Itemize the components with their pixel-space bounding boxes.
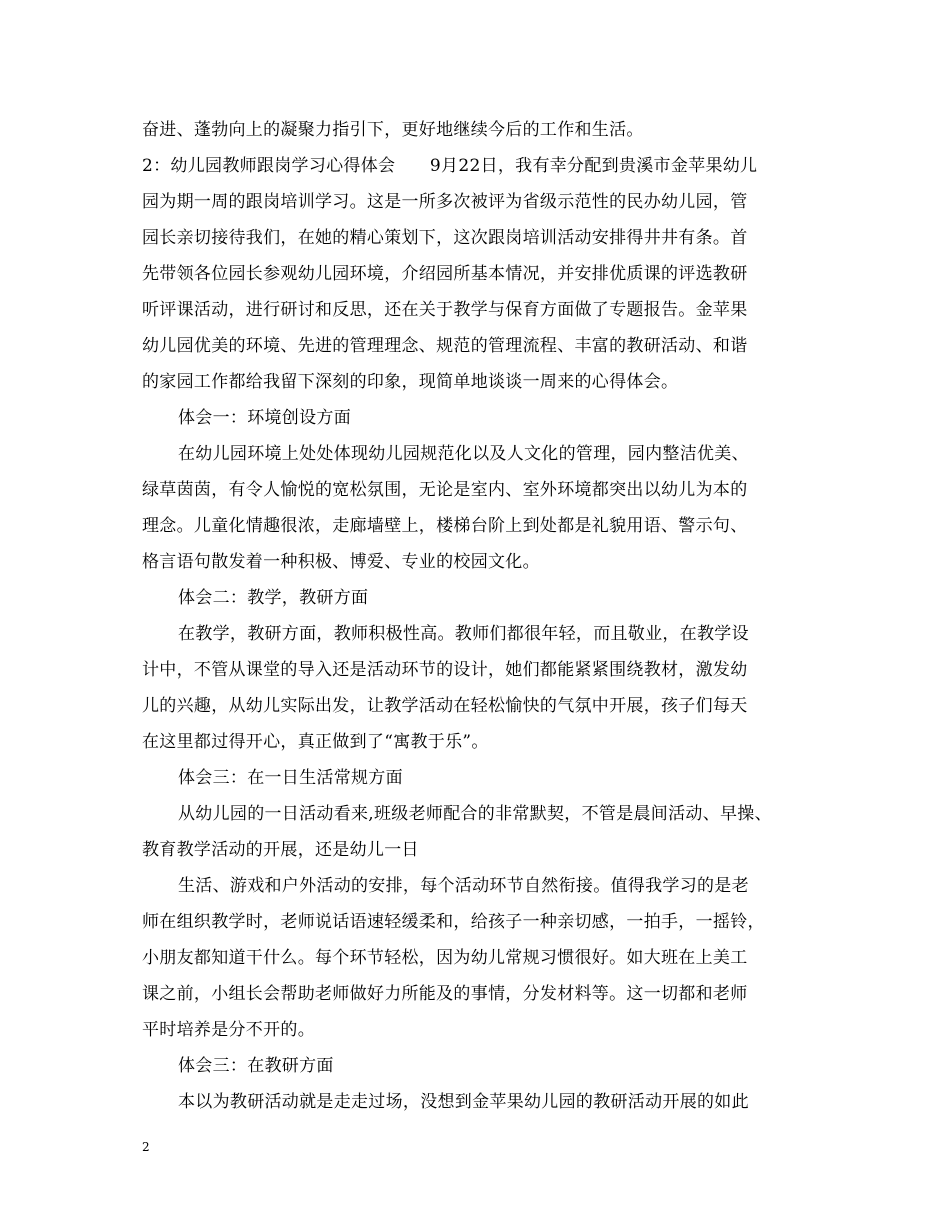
body-text-line: 的家园工作都给我留下深刻的印象，现简单地谈谈一周来的心得体会。 <box>142 372 679 392</box>
subsection-heading: 体会三：在一日生活常规方面 <box>178 768 403 788</box>
body-text-line: 课之前，小组长会帮助老师做好力所能及的事情，分发材料等。这一切都和老师 <box>142 984 748 1004</box>
body-text-line: 格言语句散发着一种积极、博爱、专业的校园文化。 <box>142 552 540 572</box>
body-text-line: 园长亲切接待我们，在她的精心策划下，这次跟岗培训活动安排得井井有条。首 <box>142 228 748 248</box>
body-text-line: 小朋友都知道干什么。每个环节轻松，因为幼儿常规习惯很好。如大班在上美工 <box>142 948 748 968</box>
body-text-line: 从幼儿园的一日活动看来,班级老师配合的非常默契，不管是晨间活动、早操、 <box>178 804 772 824</box>
body-text-line: 平时培养是分不开的。 <box>142 1020 315 1040</box>
body-text-line: 生活、游戏和户外活动的安排，每个活动环节自然衔接。值得我学习的是老 <box>178 876 749 896</box>
body-text-line: 在这里都过得开心，真正做到了“寓教于乐”。 <box>142 732 489 752</box>
body-text-line: 奋进、蓬勃向上的凝聚力指引下，更好地继续今后的工作和生活。 <box>142 120 644 140</box>
body-text-line: 在幼儿园环境上处处体现幼儿园规范化以及人文化的管理，园内整洁优美、 <box>178 444 749 464</box>
page-number: 2 <box>142 1140 150 1154</box>
subsection-heading: 体会一：环境创设方面 <box>178 408 351 428</box>
body-text-line: 听评课活动，进行研讨和反思，还在关于教学与保育方面做了专题报告。金苹果 <box>142 300 748 320</box>
subsection-heading: 体会三：在教研方面 <box>178 1056 334 1076</box>
body-text-line: 儿的兴趣，从幼儿实际出发，让教学活动在轻松愉快的气氛中开展，孩子们每天 <box>142 696 748 716</box>
body-text-line: 教育教学活动的开展，还是幼儿一日 <box>142 840 419 860</box>
body-text-line: 计中，不管从课堂的导入还是活动环节的设计，她们都能紧紧围绕教材，激发幼 <box>142 660 748 680</box>
body-text-line: 园为期一周的跟岗培训学习。这是一所多次被评为省级示范性的民办幼儿园，管 <box>142 192 748 212</box>
subsection-heading: 体会二：教学，教研方面 <box>178 588 369 608</box>
body-text-line: 师在组织教学时，老师说话语速轻缓柔和，给孩子一种亲切感，一拍手，一摇铃， <box>142 912 765 932</box>
body-text-line: 理念。儿童化情趣很浓，走廊墙壁上，楼梯台阶上到处都是礼貌用语、警示句、 <box>142 516 748 536</box>
body-text-line: 幼儿园优美的环境、先进的管理理念、规范的管理流程、丰富的教研活动、和谐 <box>142 336 748 356</box>
body-text-line: 绿草茵茵，有令人愉悦的宽松氛围，无论是室内、室外环境都突出以幼儿为本的 <box>142 480 748 500</box>
body-text-line: 本以为教研活动就是走走过场，没想到金苹果幼儿园的教研活动开展的如此 <box>178 1092 749 1112</box>
body-text-line: 先带领各位园长参观幼儿园环境，介绍园所基本情况，并安排优质课的评选教研 <box>142 264 748 284</box>
section-heading-line: 2：幼儿园教师跟岗学习心得体会 9月22日，我有幸分配到贵溪市金苹果幼儿 <box>142 156 758 176</box>
body-text-line: 在教学，教研方面，教师积极性高。教师们都很年轻，而且敬业，在教学设 <box>178 624 749 644</box>
